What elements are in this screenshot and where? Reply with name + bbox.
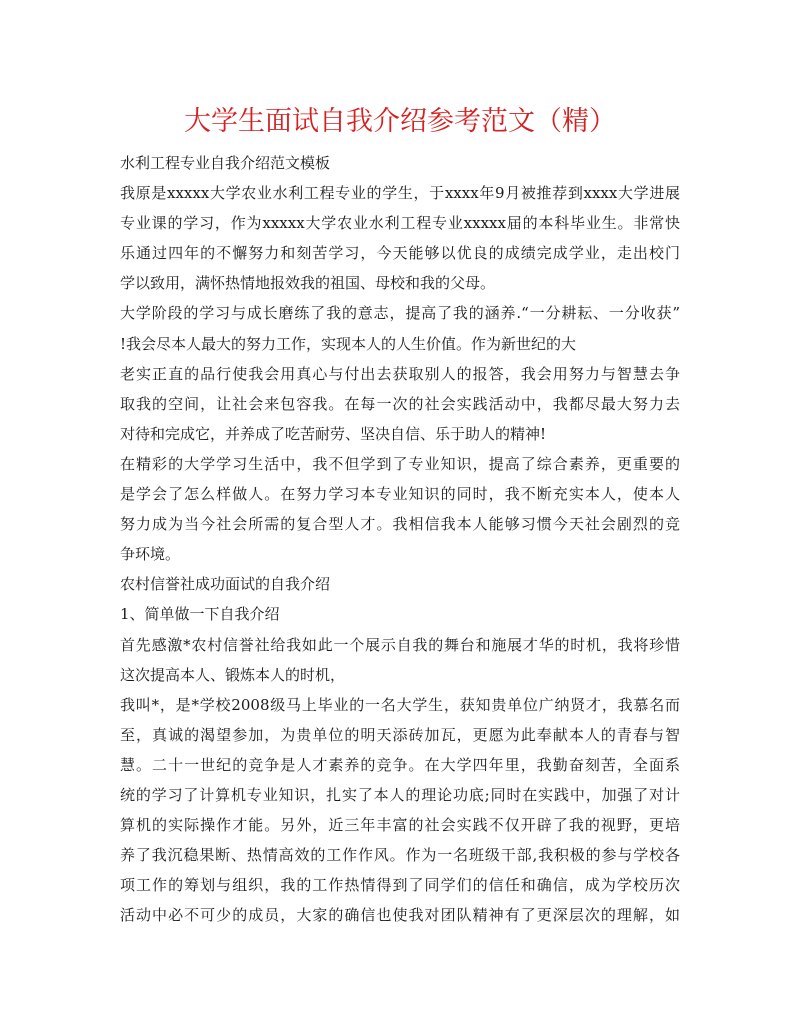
document-body <box>120 148 680 930</box>
paragraph-line: 水利工程专业自我介绍范文模板 <box>120 154 331 172</box>
paragraph-line: 对待和完成它，并养成了吃苦耐劳、坚决自信、乐于助人的精神! <box>120 424 547 443</box>
paragraph-line: 争环境。 <box>120 545 181 564</box>
paragraph-line: 项工作的筹划与组织，我的工作热情得到了同学们的信任和确信，成为学校历次 <box>120 876 680 895</box>
paragraph-line: 算机的实际操作才能。另外，近三年丰富的社会实践不仅开辟了我的视野，更培 <box>120 816 680 835</box>
paragraph-line: 活动中必不可少的成员，大家的确信也使我对团队精神有了更深层次的理解，如 <box>120 906 680 925</box>
paragraph-line: 养了我沉稳果断、热情高效的工作作风。作为一名班级干部,我积极的参与学校各 <box>120 846 680 865</box>
paragraph-line: 大学阶段的学习与成长磨练了我的意志，提高了我的涵养.“一分耕耘、一分收获” <box>120 304 680 323</box>
paragraph-line: 取我的空间，让社会来包容我。在每一次的社会实践活动中，我都尽最大努力去 <box>120 394 680 413</box>
document-title: 大学生面试自我介绍参考范文（精） <box>184 106 616 137</box>
paragraph-line: 努力成为当今社会所需的复合型人才。我相信我本人能够习惯今天社会剧烈的竞 <box>120 515 680 534</box>
paragraph-line: 专业课的学习，作为xxxxx大学农业水利工程专业xxxxx届的本科毕业生。非常快 <box>120 214 680 233</box>
paragraph-line: 统的学习了计算机专业知识，扎实了本人的理论功底;同时在实践中，加强了对计 <box>120 785 680 804</box>
paragraph-line: 我叫*，是*学校2008级马上毕业的一名大学生，获知贵单位广纳贤才，我慕名而 <box>120 695 680 714</box>
paragraph-line: !我会尽本人最大的努力工作，实现本人的人生价值。作为新世纪的大 <box>120 334 577 353</box>
paragraph-line: 至，真诚的渴望参加，为贵单位的明天添砖加瓦，更愿为此奉献本人的青春与智 <box>120 725 680 744</box>
paragraph-line: 我原是xxxxx大学农业水利工程专业的学生，于xxxx年9月被推荐到xxxx大学进展 <box>120 184 680 203</box>
paragraph-line: 学以致用，满怀热情地报效我的祖国、母校和我的父母。 <box>120 274 496 293</box>
paragraph-line: 在精彩的大学学习生活中，我不但学到了专业知识，提高了综合素养，更重要的 <box>120 454 680 473</box>
paragraph-line: 首先感激*农村信誉社给我如此一个展示自我的舞台和施展才华的时机，我将珍惜 <box>120 635 680 654</box>
paragraph-line: 乐通过四年的不懈努力和刻苦学习，今天能够以优良的成绩完成学业，走出校门 <box>120 244 680 263</box>
paragraph-line: 是学会了怎么样做人。在努力学习本专业知识的同时，我不断充实本人，使本人 <box>120 485 680 504</box>
paragraph-line: 这次提高本人、锻炼本人的时机， <box>120 665 346 684</box>
paragraph-line: 老实正直的品行使我会用真心与付出去获取别人的报答，我会用努力与智慧去争 <box>120 364 680 383</box>
paragraph-line: 慧。二十一世纪的竞争是人才素养的竞争。在大学四年里，我勤奋刻苦，全面系 <box>120 755 680 774</box>
subsection-heading: 1、简单做一下自我介绍 <box>120 605 280 624</box>
section-heading: 农村信誉社成功面试的自我介绍 <box>120 575 331 594</box>
